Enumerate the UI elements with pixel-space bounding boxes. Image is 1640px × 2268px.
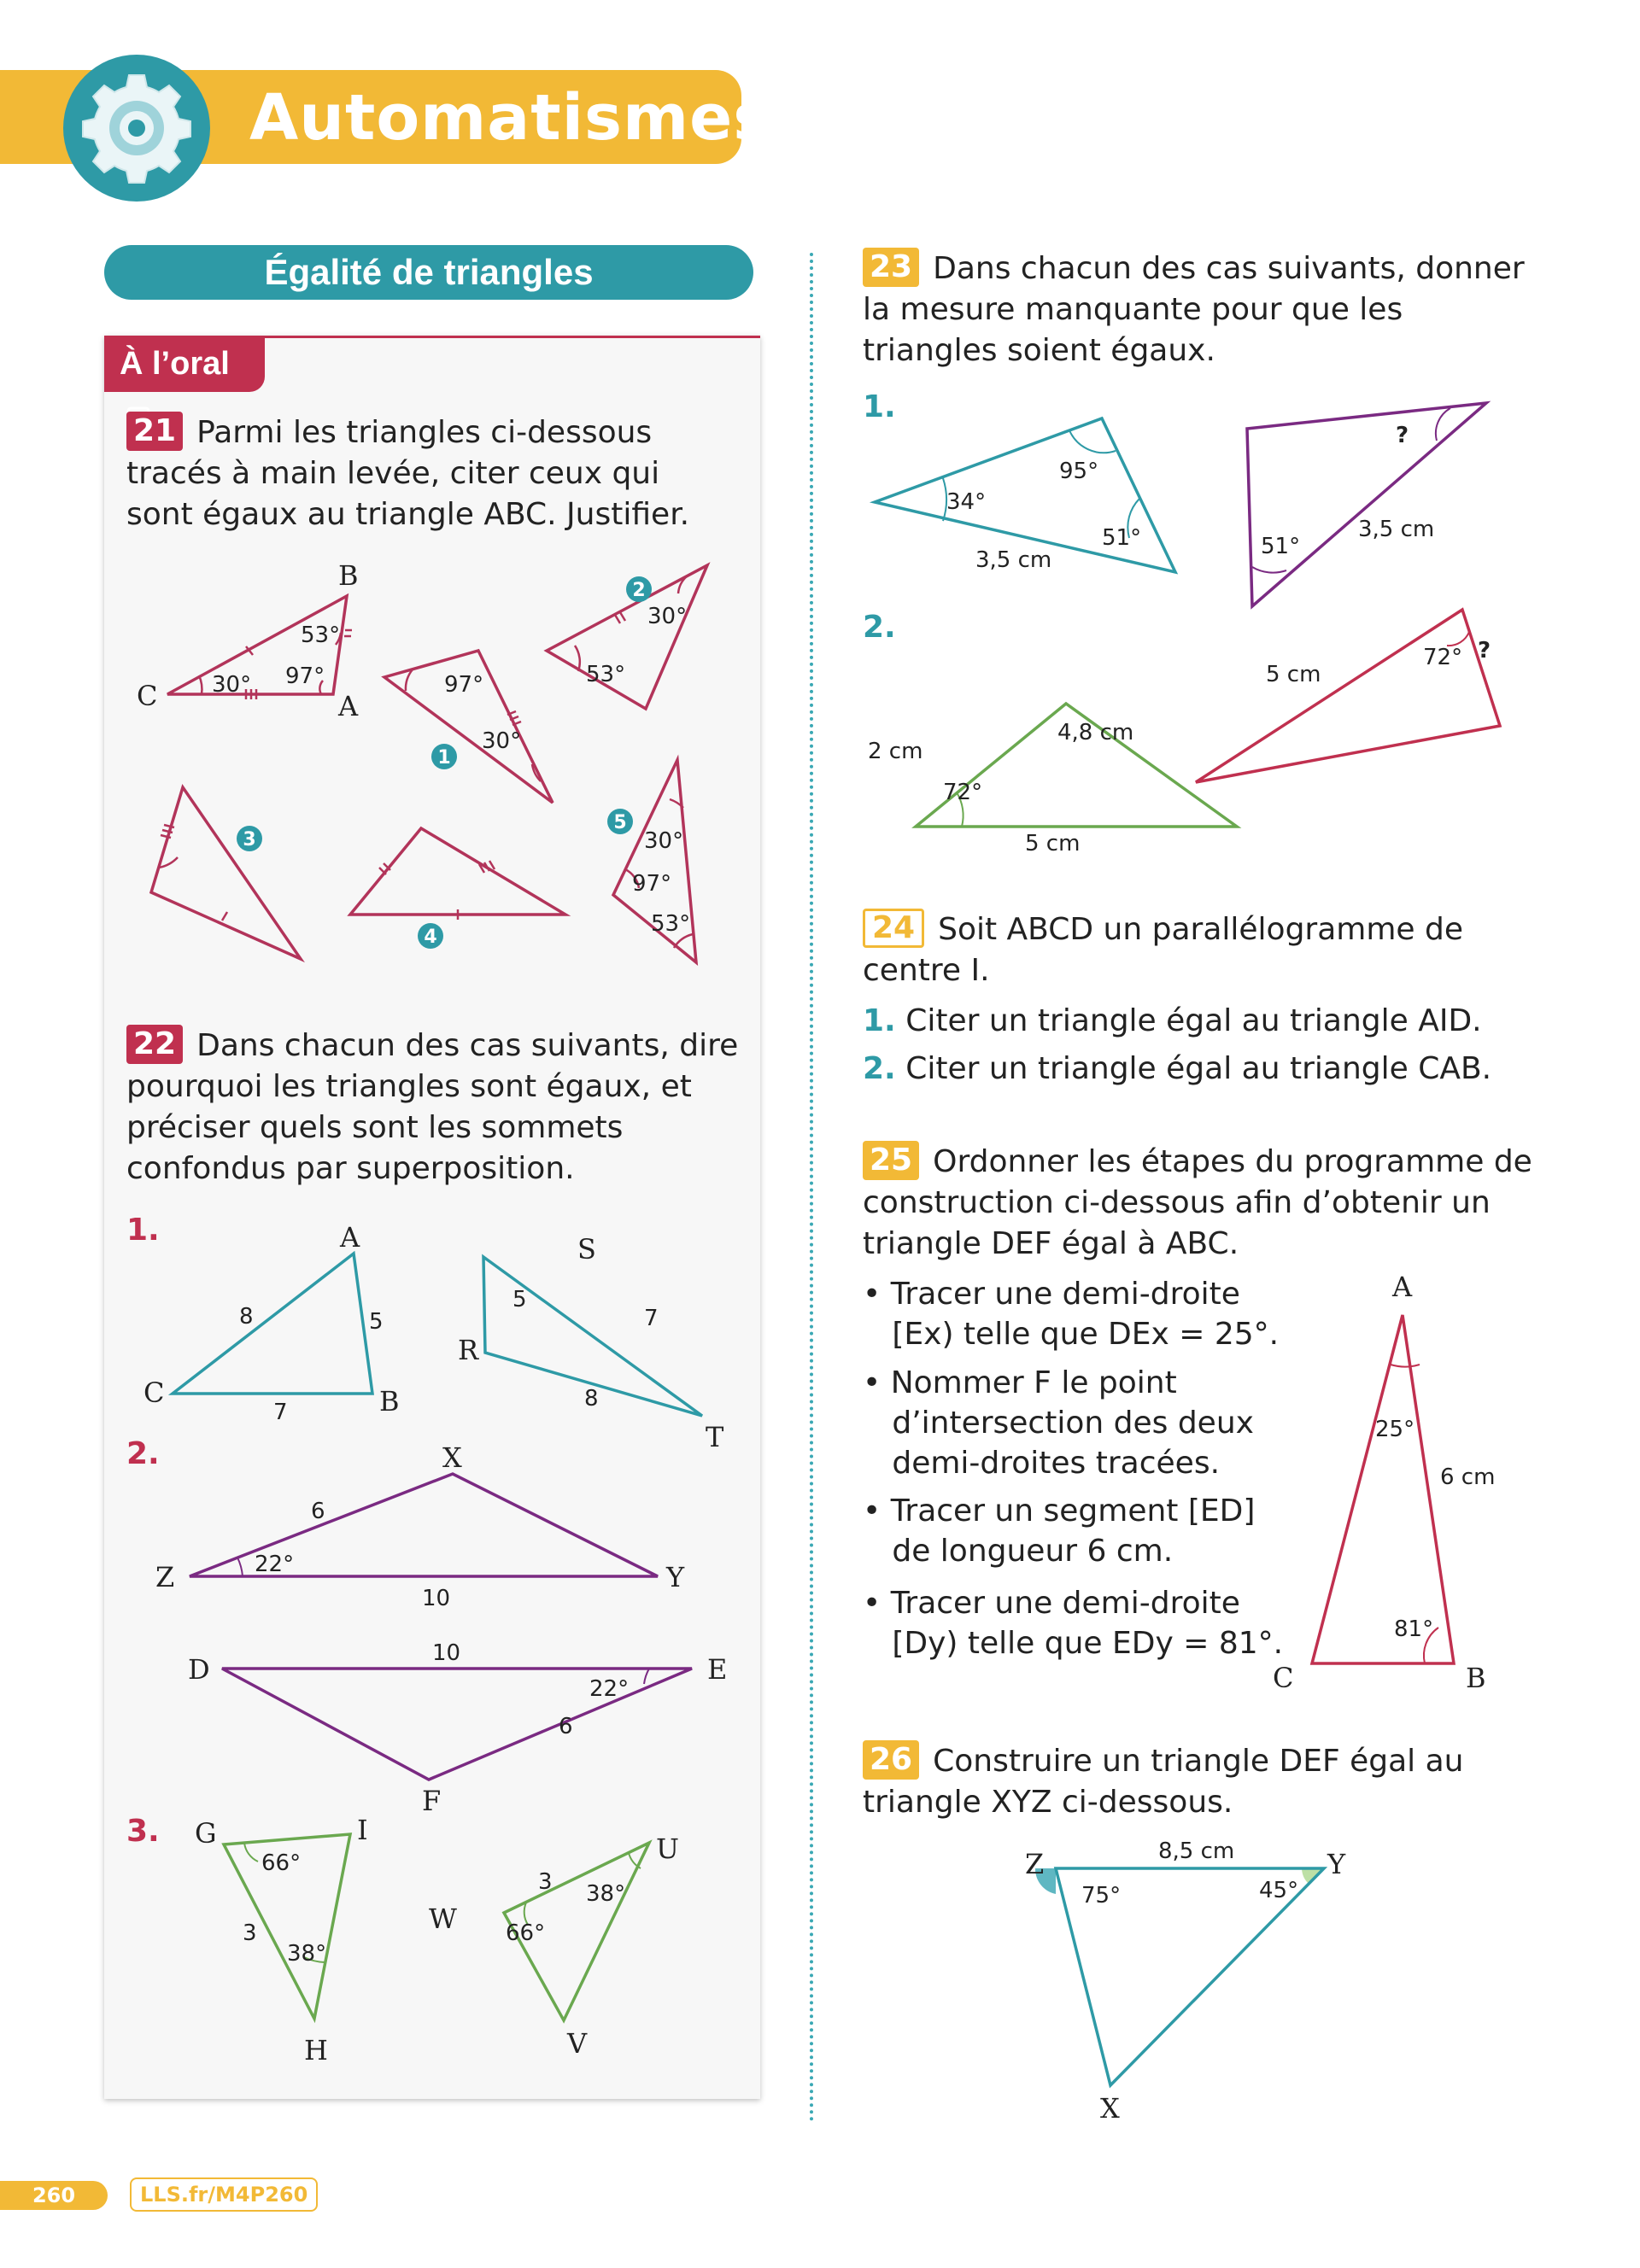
case-1-label: 1. <box>126 1213 160 1248</box>
svg-text:X: X <box>442 1441 462 1474</box>
svg-text:51°: 51° <box>1102 525 1142 551</box>
svg-text:3,5 cm: 3,5 cm <box>1358 517 1435 542</box>
ex24-question-1 <box>863 1001 1482 1042</box>
q-number: 2. <box>863 1051 896 1086</box>
svg-text:3: 3 <box>538 1869 553 1895</box>
svg-text:C: C <box>1273 1662 1294 1692</box>
svg-text:A: A <box>1392 1271 1413 1303</box>
svg-text:V: V <box>567 2027 588 2060</box>
svg-text:22°: 22° <box>589 1676 630 1702</box>
svg-text:I: I <box>357 1814 368 1846</box>
svg-text:97°: 97° <box>285 663 325 689</box>
svg-text:45°: 45° <box>1259 1878 1299 1903</box>
exercise-21 <box>126 412 724 535</box>
svg-text:66°: 66° <box>506 1920 546 1946</box>
exercise-text: Ordonner les étapes du programme de construction ci-dessous afin d’obtenir un triangle DEF égal à ABC. <box>863 1144 1532 1261</box>
svg-text:2 cm: 2 cm <box>868 739 923 764</box>
svg-text:95°: 95° <box>1059 459 1099 484</box>
column-divider <box>810 253 813 2123</box>
svg-text:8,5 cm: 8,5 cm <box>1158 1838 1235 1864</box>
svg-text:5: 5 <box>369 1309 384 1335</box>
svg-text:8: 8 <box>584 1386 599 1412</box>
svg-text:51°: 51° <box>1261 534 1301 559</box>
svg-text:22°: 22° <box>255 1552 295 1577</box>
case-3-label: 3. <box>126 1814 160 1849</box>
exercise-number: 23 <box>863 248 919 287</box>
svg-text:F: F <box>422 1785 442 1817</box>
svg-text:4: 4 <box>424 926 437 948</box>
svg-text:B: B <box>1466 1662 1486 1692</box>
svg-text:5: 5 <box>613 812 627 833</box>
section-title: Égalité de triangles <box>104 245 753 300</box>
ex22-figures <box>137 1213 735 2066</box>
svg-text:30°: 30° <box>212 672 252 698</box>
svg-text:2: 2 <box>632 580 646 601</box>
page-title: Automatismes <box>249 81 772 155</box>
svg-text:10: 10 <box>422 1586 451 1611</box>
svg-text:6: 6 <box>559 1714 573 1739</box>
svg-text:38°: 38° <box>287 1941 327 1967</box>
svg-text:C: C <box>144 1377 165 1409</box>
svg-text:53°: 53° <box>651 911 691 937</box>
svg-text:Y: Y <box>666 1561 685 1593</box>
svg-text:7: 7 <box>273 1400 288 1425</box>
svg-text:C: C <box>137 680 158 712</box>
svg-text:B: B <box>338 559 359 592</box>
svg-text:75°: 75° <box>1081 1883 1122 1909</box>
svg-text:?: ? <box>1396 423 1409 448</box>
svg-text:5 cm: 5 cm <box>1266 662 1321 687</box>
case-1-label: 1. <box>863 389 896 424</box>
exercise-text: Dans chacun des cas suivants, donner la mesure manquante pour que les triangles soient égaux. <box>863 251 1525 368</box>
svg-text:53°: 53° <box>586 662 626 687</box>
svg-text:6: 6 <box>311 1499 325 1524</box>
svg-text:81°: 81° <box>1394 1616 1434 1642</box>
case-2-label: 2. <box>863 610 896 645</box>
bullet-3: • Tracer un segment [ED] de longueur 6 cm. <box>863 1493 1256 1569</box>
svg-text:U: U <box>656 1833 679 1865</box>
svg-text:34°: 34° <box>946 489 987 515</box>
case-2-label: 2. <box>126 1436 160 1471</box>
svg-text:1: 1 <box>437 747 451 769</box>
ex24-question-2 <box>863 1049 1491 1090</box>
svg-text:?: ? <box>1478 638 1491 663</box>
svg-text:3,5 cm: 3,5 cm <box>975 547 1052 573</box>
svg-text:3: 3 <box>243 829 256 850</box>
triangle-3 <box>151 787 301 959</box>
exercise-number: 26 <box>863 1740 919 1780</box>
svg-text:30°: 30° <box>647 604 688 629</box>
svg-text:72°: 72° <box>1423 645 1463 670</box>
svg-text:T: T <box>706 1421 724 1453</box>
svg-text:10: 10 <box>432 1640 461 1666</box>
exercise-number: 21 <box>126 412 183 451</box>
svg-text:A: A <box>338 690 359 722</box>
svg-text:G: G <box>195 1817 217 1850</box>
ex25-figure <box>1264 1266 1538 1692</box>
svg-text:66°: 66° <box>261 1850 302 1876</box>
ex26-figure <box>1008 1827 1401 2126</box>
exercise-number: 24 <box>863 909 924 948</box>
svg-text:X: X <box>1100 2092 1120 2125</box>
svg-text:25°: 25° <box>1375 1417 1415 1442</box>
svg-text:6 cm: 6 cm <box>1440 1464 1496 1490</box>
bullet-2: • Nommer F le point d’intersection des deux demi-droites tracées. <box>863 1365 1254 1481</box>
oral-tag <box>104 336 265 392</box>
exercise-text: Parmi les triangles ci-dessous tracés à main levée, citer ceux qui sont égaux au triangle ABC. Justifier. <box>126 415 690 532</box>
page-link[interactable]: LLS.fr/M4P260 <box>130 2177 318 2212</box>
exercise-number: 25 <box>863 1141 919 1180</box>
ex23-figures <box>854 393 1538 871</box>
exercise-text: Soit ABCD un parallélogramme de centre I. <box>863 912 1464 988</box>
exercise-text: Dans chacun des cas suivants, dire pourquoi les triangles sont égaux, et préciser quels sont les sommets confondus par superposition. <box>126 1028 739 1186</box>
svg-text:Z: Z <box>1025 1848 1045 1880</box>
svg-text:53°: 53° <box>301 623 341 648</box>
svg-text:7: 7 <box>644 1306 659 1331</box>
svg-text:97°: 97° <box>632 871 672 897</box>
ex21-figure <box>126 555 741 982</box>
exercise-23 <box>863 248 1546 371</box>
svg-text:H: H <box>304 2034 328 2066</box>
svg-text:4,8 cm: 4,8 cm <box>1057 720 1134 745</box>
svg-text:R: R <box>458 1334 479 1366</box>
bullet-4: • Tracer une demi-droite [Dy) telle que EDy = 81°. <box>863 1586 1284 1661</box>
svg-text:97°: 97° <box>444 672 484 698</box>
svg-text:30°: 30° <box>482 728 522 754</box>
page-number: 260 <box>0 2181 108 2210</box>
svg-text:D: D <box>188 1653 210 1686</box>
gear-icon <box>62 53 212 203</box>
svg-text:8: 8 <box>239 1304 254 1330</box>
svg-text:A: A <box>340 1221 360 1254</box>
q-text: Citer un triangle égal au triangle CAB. <box>905 1051 1492 1086</box>
svg-text:Z: Z <box>155 1561 175 1593</box>
svg-text:Y: Y <box>1327 1848 1346 1880</box>
oral-tag-label: À l’oral <box>120 346 230 382</box>
exercise-text: Construire un triangle DEF égal au triangle XYZ ci-dessous. <box>863 1744 1464 1820</box>
svg-text:W: W <box>429 1903 457 1935</box>
exercise-number: 22 <box>126 1025 183 1064</box>
svg-text:30°: 30° <box>644 828 684 854</box>
bullet-1: • Tracer une demi-droite [Ex) telle que DEx = 25°. <box>863 1277 1280 1352</box>
exercise-25 <box>863 1141 1546 1265</box>
svg-text:3: 3 <box>243 1920 257 1946</box>
svg-text:72°: 72° <box>943 780 983 805</box>
svg-text:E: E <box>707 1653 728 1686</box>
exercise-26 <box>863 1740 1546 1823</box>
q-number: 1. <box>863 1003 896 1038</box>
svg-text:5: 5 <box>512 1287 527 1312</box>
exercise-22 <box>126 1025 741 1190</box>
svg-text:5 cm: 5 cm <box>1025 831 1081 856</box>
svg-text:B: B <box>379 1385 400 1418</box>
exercise-24 <box>863 909 1546 991</box>
svg-text:S: S <box>577 1233 596 1266</box>
q-text: Citer un triangle égal au triangle AID. <box>905 1003 1482 1038</box>
svg-text:38°: 38° <box>586 1881 626 1907</box>
